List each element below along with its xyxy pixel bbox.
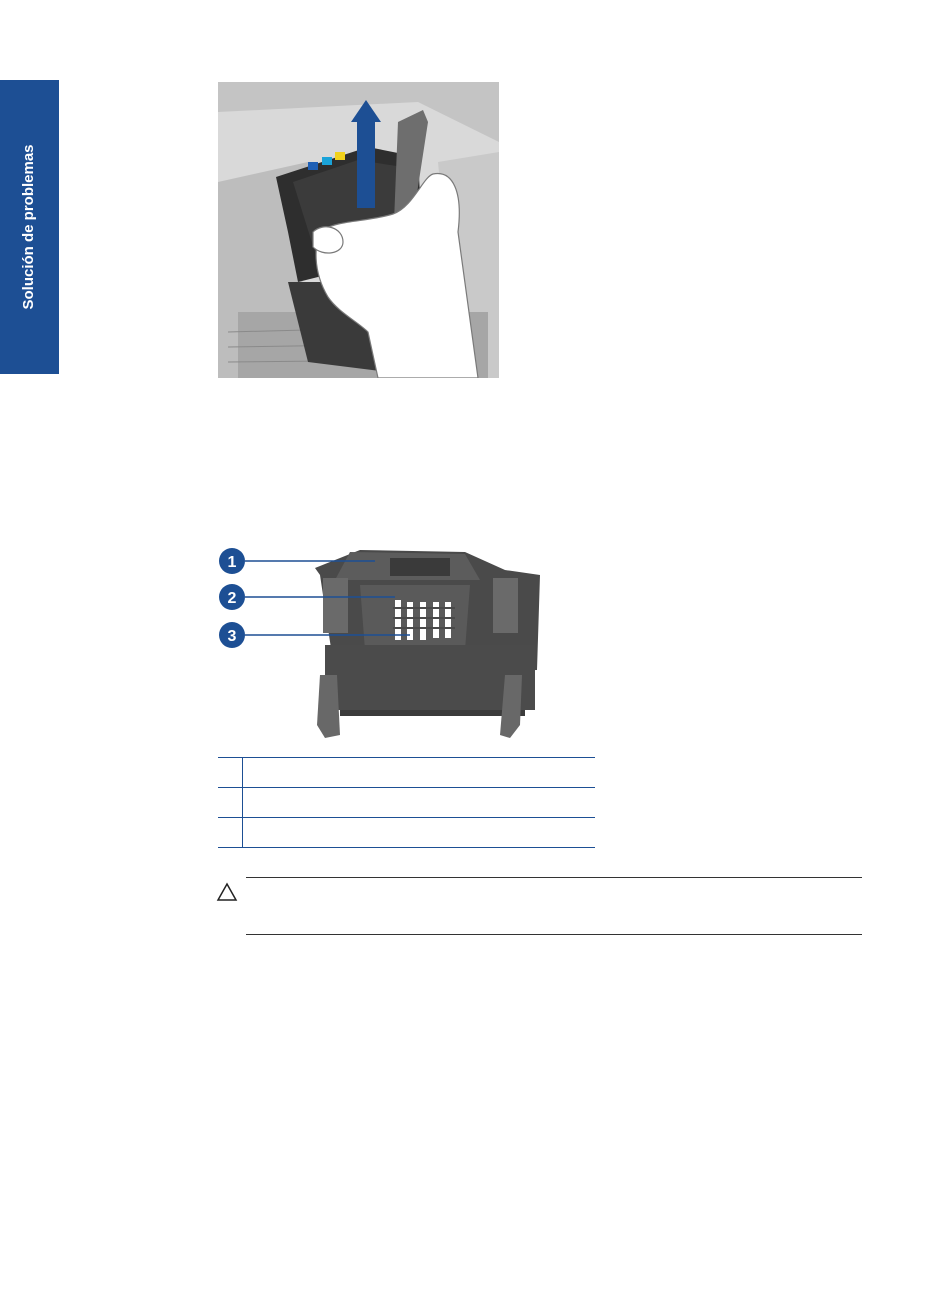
legend-row — [218, 818, 595, 848]
legend-number — [218, 758, 243, 787]
callout-legend-table — [218, 757, 595, 848]
caution-box — [246, 877, 862, 935]
printhead-removal-photo — [218, 82, 499, 378]
side-tab-label: Solución de problemas — [20, 144, 37, 310]
warning-triangle-icon — [216, 882, 238, 902]
legend-row — [218, 788, 595, 818]
legend-number — [218, 788, 243, 817]
callout-1: 1 — [227, 554, 237, 571]
printhead-nozzles-photo — [215, 540, 555, 745]
callout-3: 3 — [227, 628, 237, 645]
legend-row — [218, 757, 595, 788]
callout-2: 2 — [227, 590, 237, 607]
legend-number — [218, 818, 243, 847]
